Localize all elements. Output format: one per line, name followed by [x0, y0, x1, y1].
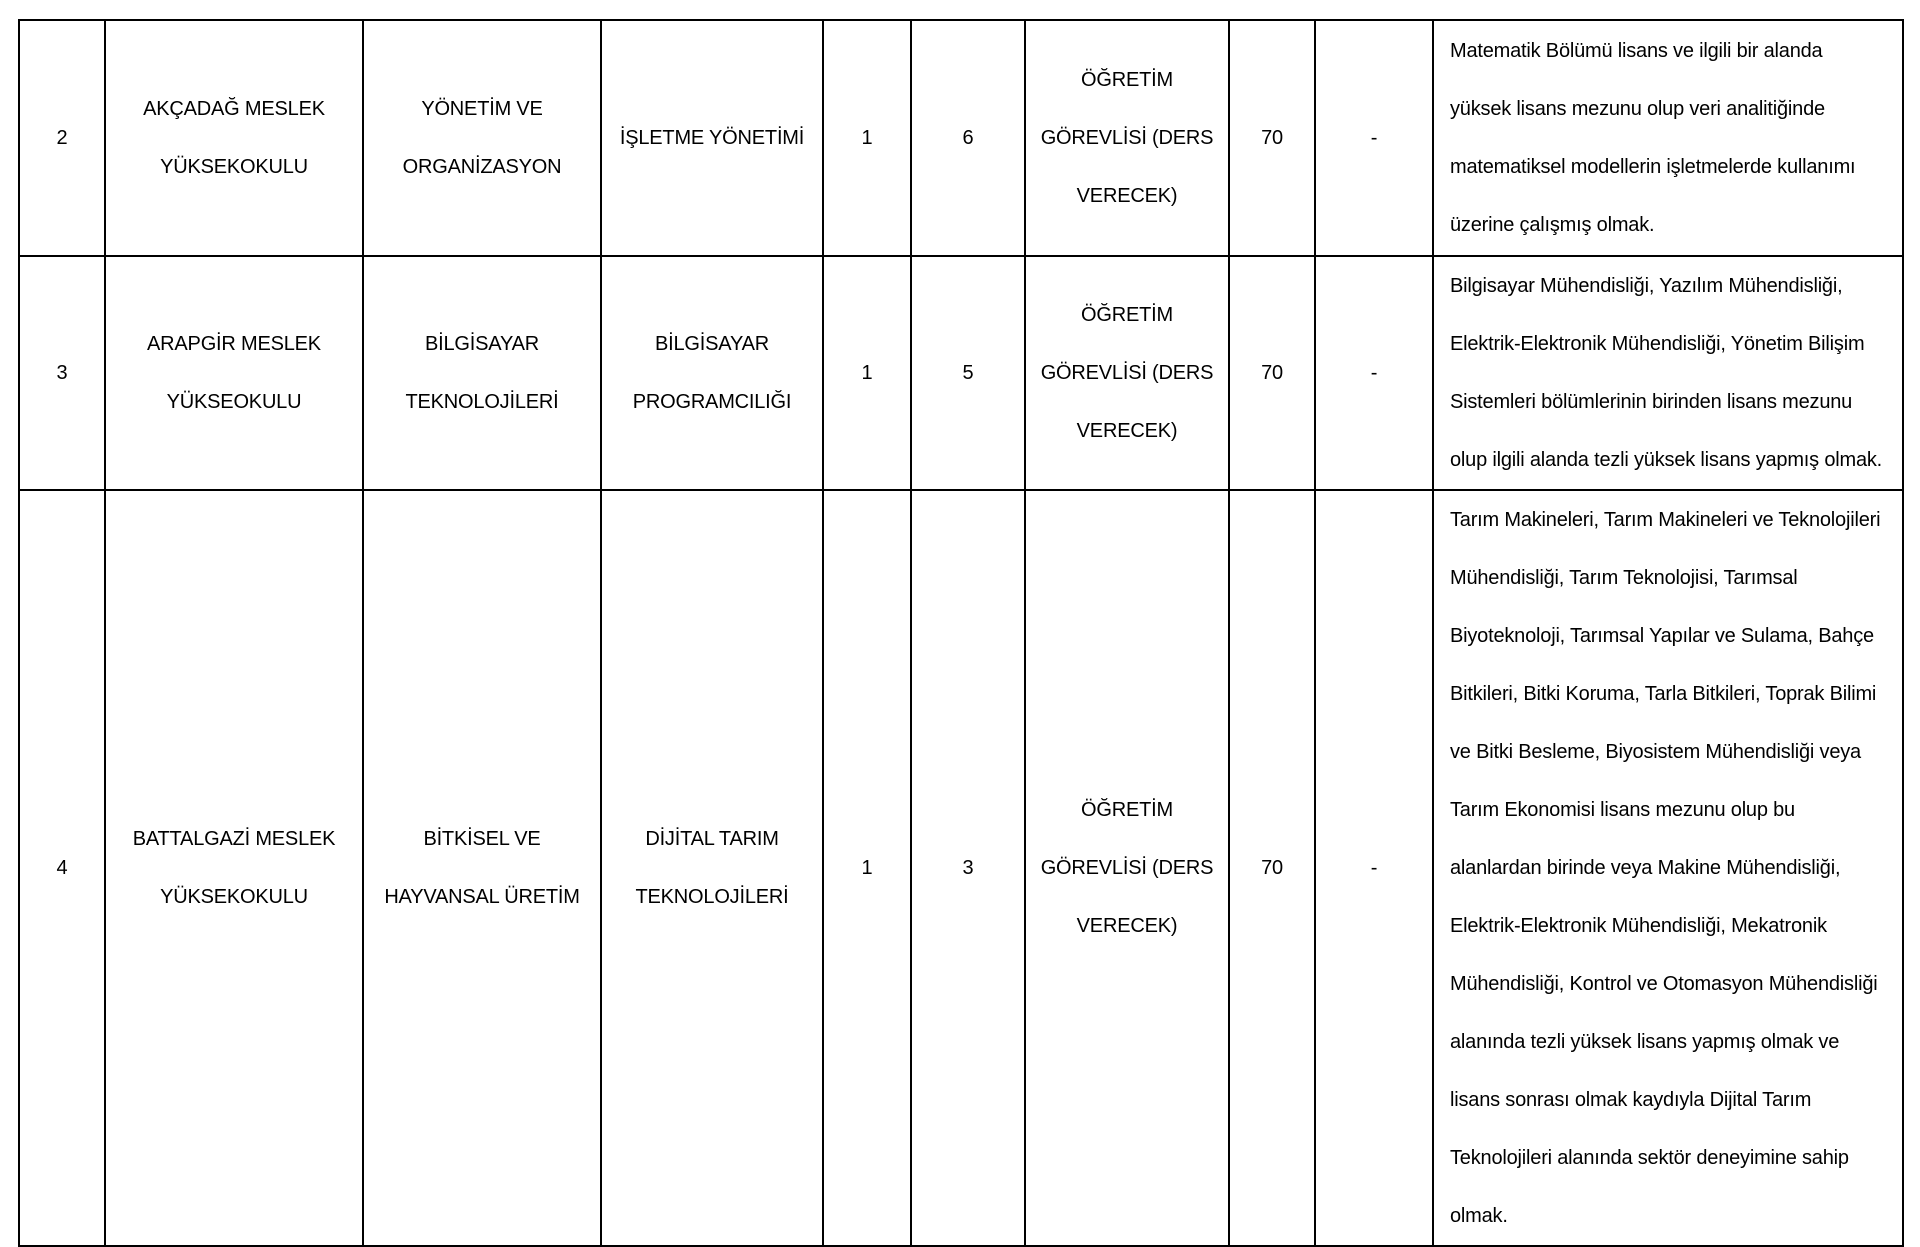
unit-name: BATTALGAZİ MESLEK YÜKSEKOKULU	[105, 490, 363, 1246]
language-score: -	[1315, 20, 1433, 256]
unit-name: ARAPGİR MESLEK YÜKSEOKULU	[105, 256, 363, 490]
requirements-text: Matematik Bölümü lisans ve ilgili bir alanda yüksek lisans mezunu olup veri analitiğinde matematiksel modellerin işletmelerde kullanımı üzerine çalışmış olmak.	[1433, 20, 1903, 256]
program-name: İŞLETME YÖNETİMİ	[601, 20, 823, 256]
ales-score: 70	[1229, 256, 1315, 490]
department-name: YÖNETİM VE ORGANİZASYON	[363, 20, 601, 256]
department-name: BİTKİSEL VE HAYVANSAL ÜRETİM	[363, 490, 601, 1246]
position-count: 1	[823, 256, 911, 490]
staff-degree: 5	[911, 256, 1025, 490]
row-number: 3	[19, 256, 105, 490]
position-title: ÖĞRETİM GÖREVLİSİ (DERS VERECEK)	[1025, 20, 1229, 256]
language-score: -	[1315, 490, 1433, 1246]
ales-score: 70	[1229, 20, 1315, 256]
row-number: 2	[19, 20, 105, 256]
position-title: ÖĞRETİM GÖREVLİSİ (DERS VERECEK)	[1025, 490, 1229, 1246]
staff-degree: 3	[911, 490, 1025, 1246]
table-row	[19, 20, 1903, 256]
row-number: 4	[19, 490, 105, 1246]
staff-degree: 6	[911, 20, 1025, 256]
program-name: BİLGİSAYAR PROGRAMCILIĞI	[601, 256, 823, 490]
table-row	[19, 490, 1903, 1246]
language-score: -	[1315, 256, 1433, 490]
ales-score: 70	[1229, 490, 1315, 1246]
position-table	[18, 19, 1904, 1247]
requirements-text: Bilgisayar Mühendisliği, Yazılım Mühendisliği, Elektrik-Elektronik Mühendisliği, Yönetim Bilişim Sistemleri bölümlerinin birinden lisans mezunu olup ilgili alanda tezli yüksek lisans yapmış olmak.	[1433, 256, 1903, 490]
requirements-text: Tarım Makineleri, Tarım Makineleri ve Teknolojileri Mühendisliği, Tarım Teknolojisi, Tarımsal Biyoteknoloji, Tarımsal Yapılar ve Sulama, Bahçe Bitkileri, Bitki Koruma, Tarla Bitkileri, Toprak Bilimi ve Bitki Besleme, Biyosistem Mühendisliği veya Tarım Ekonomisi lisans mezunu olup bu alanlardan birinde veya Makine Mühendisliği, Elektrik-Elektronik Mühendisliği, Mekatronik Mühendisliği, Kontrol ve Otomasyon Mühendisliği alanında tezli yüksek lisans yapmış olmak ve lisans sonrası olmak kaydıyla Dijital Tarım Teknolojileri alanında sektör deneyimine sahip olmak.	[1433, 490, 1903, 1246]
program-name: DİJİTAL TARIM TEKNOLOJİLERİ	[601, 490, 823, 1246]
position-count: 1	[823, 20, 911, 256]
position-title: ÖĞRETİM GÖREVLİSİ (DERS VERECEK)	[1025, 256, 1229, 490]
unit-name: AKÇADAĞ MESLEK YÜKSEKOKULU	[105, 20, 363, 256]
department-name: BİLGİSAYAR TEKNOLOJİLERİ	[363, 256, 601, 490]
table-row	[19, 256, 1903, 490]
position-count: 1	[823, 490, 911, 1246]
